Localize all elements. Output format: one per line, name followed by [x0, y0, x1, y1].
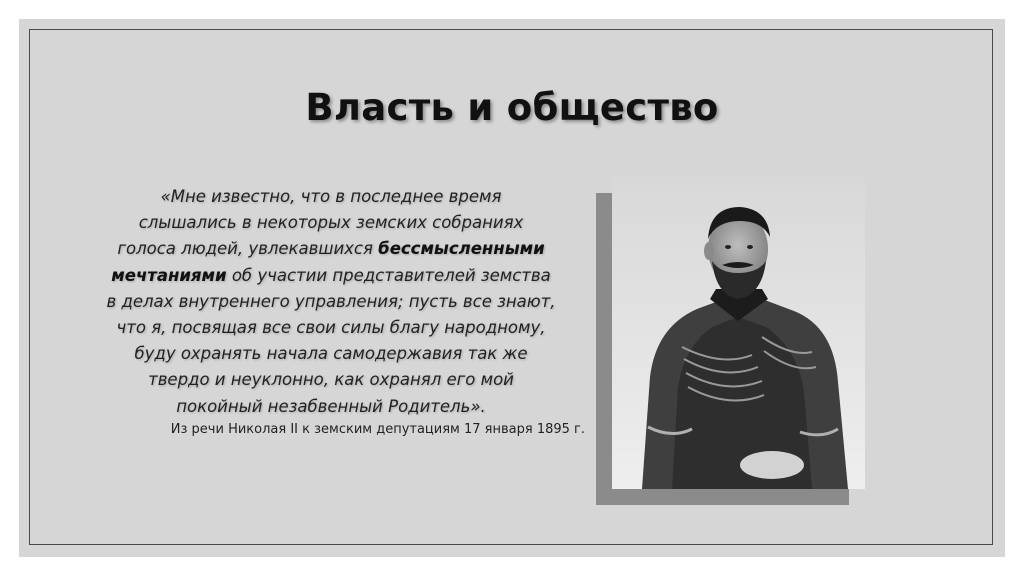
- slide-title: Власть и общество: [305, 86, 719, 129]
- quote-source: Из речи Николая II к земским депутациям 17 января 1895 г.: [170, 422, 585, 437]
- quote-line-5: в делах внутреннего управления; пусть все знают,: [106, 291, 556, 311]
- quote-line-6: что я, посвящая все свои силы благу народному,: [116, 318, 546, 338]
- highlight-bessmyslennymi: бессмысленными: [378, 239, 545, 259]
- quote-line-4: мечтаниями об участии представителей земства: [111, 265, 551, 285]
- quote-line-1: «Мне известно, что в последнее время: [160, 187, 502, 206]
- quote-line-8: твердо и неуклонно, как охранял его мой: [148, 370, 514, 390]
- slide: [19, 19, 1005, 557]
- quote-line-7: буду охранять начала самодержавия так же: [134, 344, 528, 364]
- portrait-illustration: [612, 177, 865, 489]
- quote-line-9: покойный незабвенный Родитель».: [176, 396, 486, 416]
- quote-line-3: голоса людей, увлекавшихся бессмысленными: [117, 239, 545, 259]
- quote-text: [85, 184, 577, 420]
- quote-line-2: слышались в некоторых земских собраниях: [138, 213, 524, 233]
- highlight-mechtaniyami: мечтаниями: [111, 265, 227, 285]
- portrait-photo: [612, 177, 865, 489]
